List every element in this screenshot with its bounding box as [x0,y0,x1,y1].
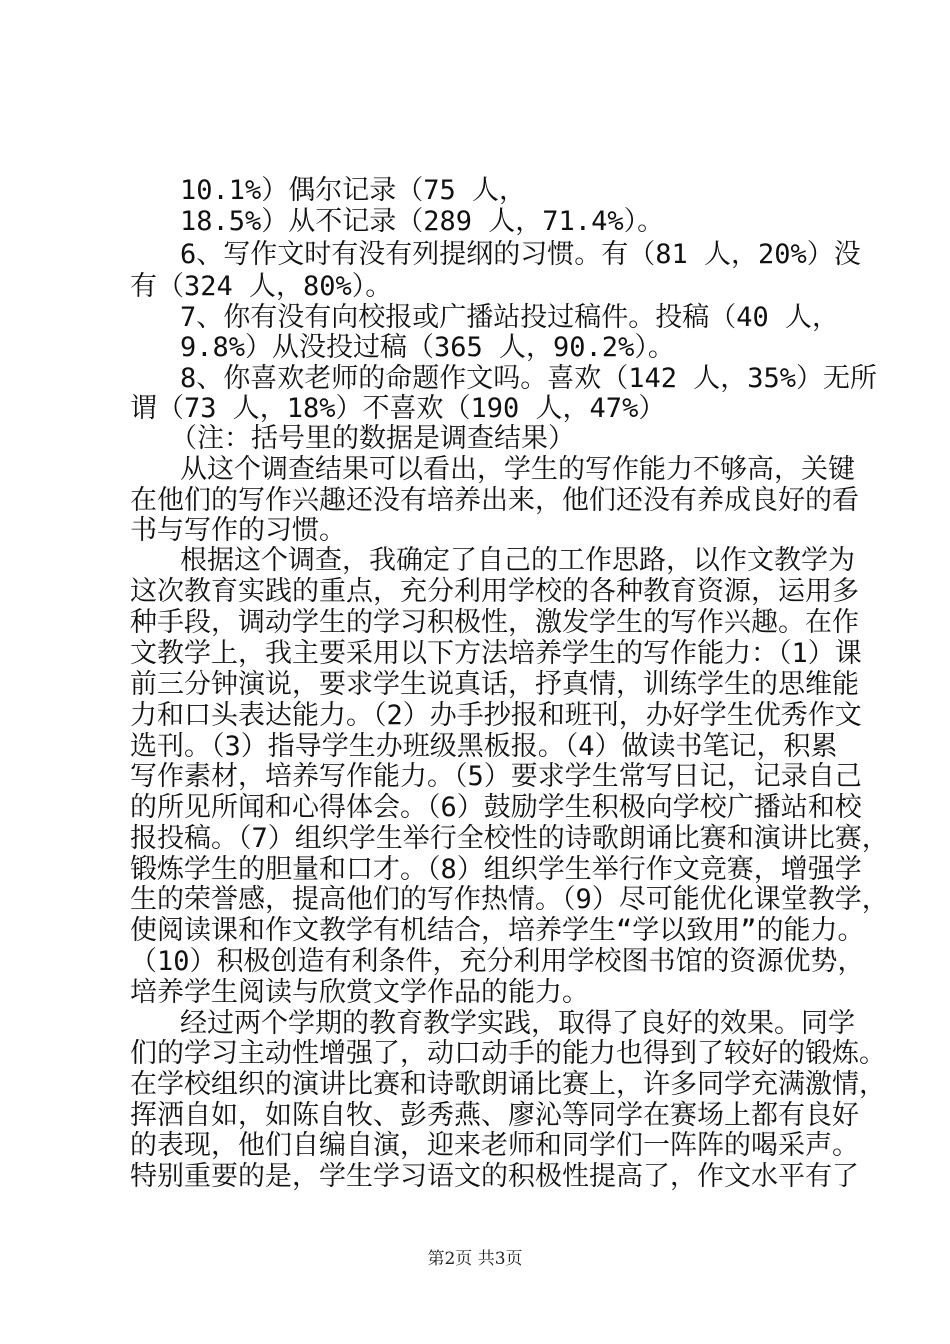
text-line: 在学校组织的演讲比赛和诗歌朗诵比赛上，许多同学充满激情， [130,1069,886,1100]
text-line: 7、你有没有向校报或广播站投过稿件。投稿（40 人， [180,302,840,333]
text-line: 书与写作的习惯。 [130,515,346,546]
text-line: 的表现，他们自编自演，迎来老师和同学们一阵阵的喝采声。 [130,1130,859,1161]
text-line: 9.8%）从没投过稿（365 人，90.2%）。 [180,332,675,363]
text-line: 特别重要的是，学生学习语文的积极性提高了，作文水平有了 [130,1161,859,1192]
text-line: （10）积极创造有利条件，充分利用学校图书馆的资源优势， [130,946,865,977]
text-line: （注：括号里的数据是调查结果） [170,423,575,454]
text-line: 前三分钟演说，要求学生说真话，抒真情，训练学生的思维能 [130,669,859,700]
text-line: 根据这个调查，我确定了自己的工作思路，以作文教学为 [180,545,855,576]
text-line: 在他们的写作兴趣还没有培养出来，他们还没有养成良好的看 [130,485,859,516]
text-line: 有（324 人，80%）。 [130,271,393,302]
page-number-footer: 第2页 共3页 [427,1249,523,1269]
text-line: 种手段，调动学生的学习积极性，激发学生的写作兴趣。在作 [130,607,859,638]
text-line: 经过两个学期的教育教学实践，取得了良好的效果。同学 [180,1008,855,1039]
text-line: 使阅读课和作文教学有机结合，培养学生“学以致用”的能力。 [130,915,865,946]
text-line: 8、你喜欢老师的命题作文吗。喜欢（142 人，35%）无所 [180,363,878,394]
text-line: 生的荣誉感，提高他们的写作热情。（9）尽可能优化课堂教学， [130,884,889,915]
text-line: 10.1%）偶尔记录（75 人， [180,175,527,206]
text-line: 谓（73 人，18%）不喜欢（190 人，47%） [130,393,666,424]
text-line: 报投稿。（7）组织学生举行全校性的诗歌朗诵比赛和演讲比赛， [130,823,889,854]
text-line: 培养学生阅读与欣赏文学作品的能力。 [130,977,589,1008]
text-line: 力和口头表达能力。（2）办手抄报和班刊，办好学生优秀作文 [130,700,862,731]
text-line: 选刊。（3）指导学生办班级黑板报。（4）做读书笔记，积累 [130,731,838,762]
text-line: 锻炼学生的胆量和口才。（8）组织学生举行作文竞赛，增强学 [130,854,862,885]
text-line: 文教学上，我主要采用以下方法培养学生的写作能力：（1）课 [130,638,862,669]
text-line: 写作素材，培养写作能力。（5）要求学生常写日记，记录自己 [130,761,862,792]
text-line: 的所见所闻和心得体会。（6）鼓励学生积极向学校广播站和校 [130,792,862,823]
text-line: 这次教育实践的重点，充分利用学校的各种教育资源，运用多 [130,576,859,607]
text-line: 从这个调查结果可以看出，学生的写作能力不够高，关键 [180,454,855,485]
text-line: 18.5%）从不记录（289 人，71.4%）。 [180,206,665,237]
text-line: 们的学习主动性增强了，动口动手的能力也得到了较好的锻炼。 [130,1038,886,1069]
text-line: 6、写作文时有没有列提纲的习惯。有（81 人，20%）没 [180,239,861,270]
text-line: 挥洒自如，如陈自牧、彭秀燕、廖沁等同学在赛场上都有良好 [130,1100,859,1131]
